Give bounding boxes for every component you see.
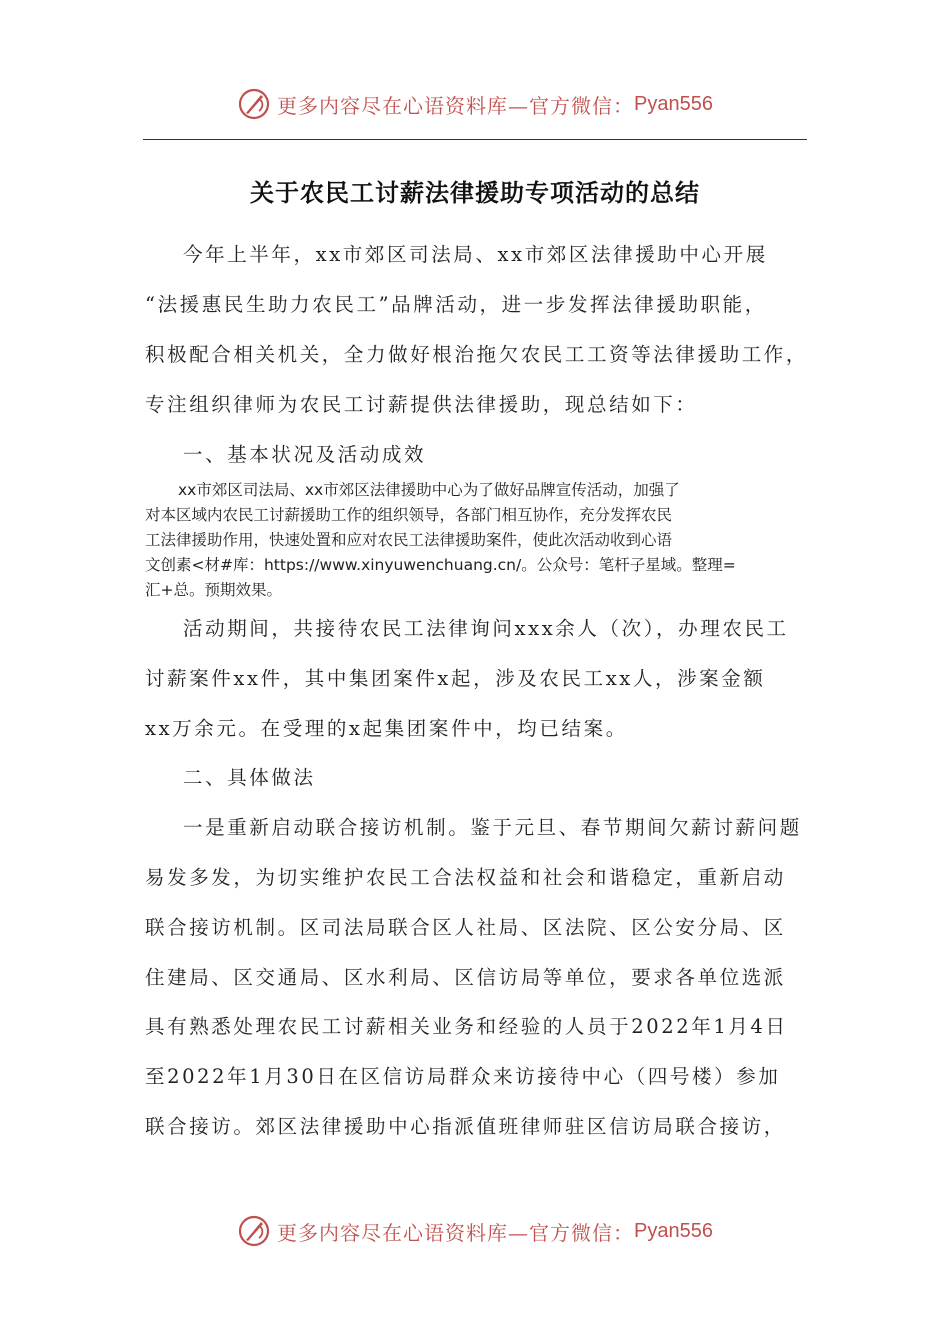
text-line: 工法律援助作用，快速处置和应对农民工法律援助案件，使此次活动收到心语 xyxy=(145,531,673,549)
text-line: 文创素<材#库：https://www.xinyuwenchuang.cn/。公众号：笔杆子星域。整理= xyxy=(145,556,736,574)
text-line: 积极配合相关机关，全力做好根治拖欠农民工工资等法律援助工作， xyxy=(145,343,809,366)
banner-wechat-handle: Pyan556 xyxy=(634,92,713,115)
text-line: 住建局、区交通局、区水利局、区信访局等单位，要求各单位选派 xyxy=(145,966,786,989)
text-line: 至2022年1月30日在区信访局群众来访接待中心（四号楼）参加 xyxy=(145,1065,781,1088)
header-divider xyxy=(143,139,807,140)
text-line: 联合接访机制。区司法局联合区人社局、区法院、区公安分局、区 xyxy=(145,916,786,939)
text-line: 一是重新启动联合接访机制。鉴于元旦、春节期间欠薪讨薪问题 xyxy=(183,816,802,839)
text-line: “法援惠民生助力农民工”品牌活动，进一步发挥法律援助职能， xyxy=(145,293,767,316)
text-line: xx万余元。在受理的x起集团案件中，均已结案。 xyxy=(145,717,628,740)
text-line: 具有熟悉处理农民工讨薪相关业务和经验的人员于2022年1月4日 xyxy=(145,1015,788,1038)
quill-logo-icon xyxy=(237,87,271,121)
section-heading-1: 一、基本状况及活动成效 xyxy=(183,443,427,466)
footer-banner xyxy=(0,1211,950,1251)
text-line: 专注组织律师为农民工讨薪提供法律援助，现总结如下： xyxy=(145,393,698,416)
page-title: 关于农民工讨薪法律援助专项活动的总结 xyxy=(250,178,700,207)
text-line: 联合接访。郊区法律援助中心指派值班律师驻区信访局联合接访， xyxy=(145,1115,786,1138)
quill-logo-icon xyxy=(237,1214,271,1248)
text-line: 汇+总。预期效果。 xyxy=(145,581,282,599)
banner-text: 更多内容尽在心语资料库—官方微信： xyxy=(277,1220,635,1245)
banner-wechat-handle: Pyan556 xyxy=(634,1219,713,1242)
banner-text: 更多内容尽在心语资料库—官方微信： xyxy=(277,93,635,118)
header-banner xyxy=(0,84,950,124)
text-line: xx市郊区司法局、xx市郊区法律援助中心为了做好品牌宣传活动，加强了 xyxy=(178,481,680,499)
text-line: 易发多发，为切实维护农民工合法权益和社会和谐稳定，重新启动 xyxy=(145,866,786,889)
text-line: 今年上半年，xx市郊区司法局、xx市郊区法律援助中心开展 xyxy=(183,243,768,266)
text-line: 对本区域内农民工讨薪援助工作的组织领导，各部门相互协作，充分发挥农民 xyxy=(145,506,673,524)
text-line: 讨薪案件xx件，其中集团案件x起，涉及农民工xx人，涉案金额 xyxy=(145,667,766,690)
text-line: 活动期间，共接待农民工法律询问xxx余人（次），办理农民工 xyxy=(183,617,789,640)
section-heading-2: 二、具体做法 xyxy=(183,766,316,789)
